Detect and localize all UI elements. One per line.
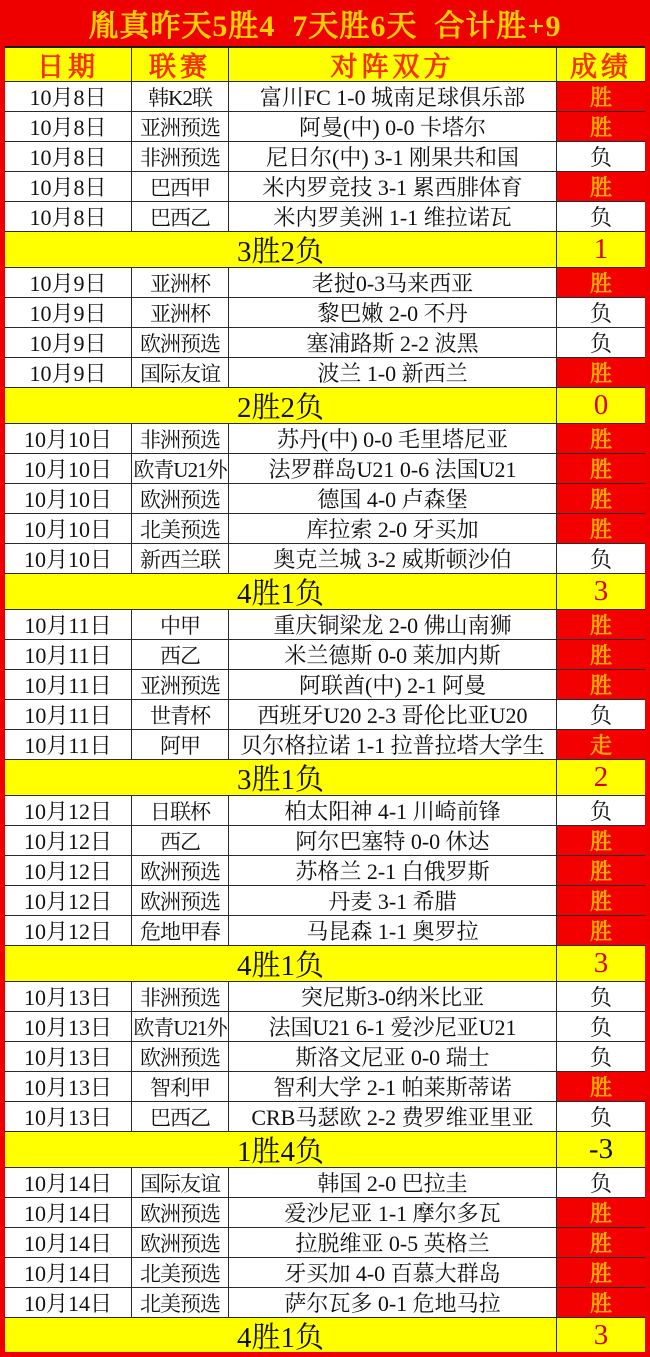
league-cell: 世青杯 (132, 700, 229, 729)
table-row (5, 424, 645, 454)
summary-value: 1 (593, 233, 609, 265)
table-row (5, 172, 645, 202)
match-cell: 奥克兰城 3-2 威斯顿沙伯 (229, 544, 557, 573)
match-cell: 德国 4-0 卢森堡 (229, 484, 557, 513)
result-cell: 胜 (557, 1228, 645, 1257)
match-cell: 牙买加 4-0 百慕大群岛 (229, 1258, 557, 1287)
table-row (5, 298, 645, 328)
table-row (5, 142, 645, 172)
date-cell: 10月14日 (5, 1168, 132, 1197)
table-row (5, 82, 645, 112)
match-cell: 米内罗竞技 3-1 累西腓体育 (229, 172, 557, 201)
league-cell: 非洲预选 (132, 424, 229, 453)
date-cell: 10月12日 (5, 796, 132, 825)
result-cell: 胜 (557, 484, 645, 513)
summary-row (5, 574, 645, 610)
league-cell: 危地甲春 (132, 916, 229, 945)
match-cell: 爱沙尼亚 1-1 摩尔多瓦 (229, 1198, 557, 1227)
table-row (5, 1042, 645, 1072)
match-cell: 马昆森 1-1 奥罗拉 (229, 916, 557, 945)
match-cell: 波兰 1-0 新西兰 (229, 358, 557, 387)
league-cell: 欧洲预选 (132, 856, 229, 885)
table-row (5, 112, 645, 142)
result-cell: 胜 (557, 670, 645, 699)
summary-row (5, 946, 645, 982)
table-row (5, 268, 645, 298)
league-cell: 日联杯 (132, 796, 229, 825)
result-cell: 胜 (557, 172, 645, 201)
summary-label: 4胜1负 (5, 574, 557, 609)
summary-label: 4胜1负 (5, 1318, 557, 1352)
result-cell: 负 (557, 202, 645, 231)
summary-value: 3 (593, 947, 609, 979)
league-cell: 非洲预选 (132, 982, 229, 1011)
table-row (5, 1198, 645, 1228)
league-cell: 亚洲杯 (132, 298, 229, 327)
table-body (5, 82, 645, 1352)
result-cell: 胜 (557, 640, 645, 669)
date-cell: 10月13日 (5, 1102, 132, 1131)
date-cell: 10月9日 (5, 328, 132, 357)
match-cell: 萨尔瓦多 0-1 危地马拉 (229, 1288, 557, 1317)
result-cell: 胜 (557, 826, 645, 855)
table-row (5, 640, 645, 670)
match-cell: 阿曼(中) 0-0 卡塔尔 (229, 112, 557, 141)
match-cell: 米内罗美洲 1-1 维拉诺瓦 (229, 202, 557, 231)
table-row (5, 730, 645, 760)
table-row (5, 1012, 645, 1042)
result-cell: 负 (557, 1042, 645, 1071)
league-cell: 欧洲预选 (132, 1042, 229, 1071)
date-cell: 10月8日 (5, 172, 132, 201)
match-cell: 法罗群岛U21 0-6 法国U21 (229, 454, 557, 483)
match-cell: 库拉索 2-0 牙买加 (229, 514, 557, 543)
match-cell: 丹麦 3-1 希腊 (229, 886, 557, 915)
result-cell: 胜 (557, 514, 645, 543)
date-cell: 10月10日 (5, 484, 132, 513)
match-cell: CRB马瑟欧 2-2 费罗维亚里亚 (229, 1102, 557, 1131)
date-cell: 10月9日 (5, 268, 132, 297)
match-cell: 苏格兰 2-1 白俄罗斯 (229, 856, 557, 885)
table-row (5, 610, 645, 640)
result-cell: 胜 (557, 268, 645, 297)
match-cell: 智利大学 2-1 帕莱斯蒂诺 (229, 1072, 557, 1101)
result-cell: 负 (557, 982, 645, 1011)
match-cell: 富川FC 1-0 城南足球俱乐部 (229, 82, 557, 111)
result-cell: 负 (557, 142, 645, 171)
league-cell: 西乙 (132, 826, 229, 855)
table-header (5, 48, 645, 82)
result-cell: 负 (557, 544, 645, 573)
date-cell: 10月11日 (5, 640, 132, 669)
league-cell: 中甲 (132, 610, 229, 639)
league-cell: 巴西乙 (132, 202, 229, 231)
match-cell: 斯洛文尼亚 0-0 瑞士 (229, 1042, 557, 1071)
match-cell: 拉脱维亚 0-5 英格兰 (229, 1228, 557, 1257)
table-row (5, 1228, 645, 1258)
date-cell: 10月12日 (5, 826, 132, 855)
table-row (5, 1288, 645, 1318)
league-cell: 亚洲预选 (132, 112, 229, 141)
result-cell: 胜 (557, 454, 645, 483)
banner (0, 0, 650, 46)
table-row (5, 856, 645, 886)
result-cell: 胜 (557, 916, 645, 945)
summary-label: 3胜1负 (5, 760, 557, 795)
match-cell: 米兰德斯 0-0 莱加内斯 (229, 640, 557, 669)
header-date: 日期 (5, 48, 132, 81)
match-cell: 韩国 2-0 巴拉圭 (229, 1168, 557, 1197)
header-result: 成绩 (570, 52, 632, 81)
result-cell: 胜 (557, 1198, 645, 1227)
match-cell: 黎巴嫩 2-0 不丹 (229, 298, 557, 327)
table-row (5, 1072, 645, 1102)
league-cell: 欧洲预选 (132, 328, 229, 357)
date-cell: 10月10日 (5, 454, 132, 483)
table-row (5, 514, 645, 544)
table-row (5, 544, 645, 574)
summary-value: -3 (588, 1133, 614, 1165)
league-cell: 国际友谊 (132, 1168, 229, 1197)
league-cell: 北美预选 (132, 514, 229, 543)
league-cell: 欧洲预选 (132, 1198, 229, 1227)
result-cell: 胜 (557, 1258, 645, 1287)
date-cell: 10月13日 (5, 982, 132, 1011)
header-matchup: 对阵双方 (229, 48, 557, 81)
date-cell: 10月11日 (5, 700, 132, 729)
match-cell: 尼日尔(中) 3-1 刚果共和国 (229, 142, 557, 171)
result-cell: 负 (557, 1012, 645, 1041)
result-cell: 胜 (557, 886, 645, 915)
date-cell: 10月11日 (5, 670, 132, 699)
result-cell: 胜 (557, 610, 645, 639)
result-cell: 胜 (557, 358, 645, 387)
match-cell: 突尼斯3-0纳米比亚 (229, 982, 557, 1011)
summary-value: 3 (593, 1319, 609, 1351)
date-cell: 10月12日 (5, 916, 132, 945)
table-row (5, 1258, 645, 1288)
league-cell: 亚洲预选 (132, 670, 229, 699)
date-cell: 10月14日 (5, 1288, 132, 1317)
result-cell: 胜 (557, 856, 645, 885)
date-cell: 10月14日 (5, 1228, 132, 1257)
result-cell: 胜 (557, 424, 645, 453)
league-cell: 北美预选 (132, 1258, 229, 1287)
date-cell: 10月8日 (5, 82, 132, 111)
league-cell: 欧洲预选 (132, 484, 229, 513)
table-row (5, 916, 645, 946)
league-cell: 巴西乙 (132, 1102, 229, 1131)
table-row (5, 1168, 645, 1198)
summary-row (5, 388, 645, 424)
summary-value: 3 (593, 575, 609, 607)
result-cell: 负 (557, 1168, 645, 1197)
league-cell: 欧青U21外 (132, 1012, 229, 1041)
date-cell: 10月8日 (5, 202, 132, 231)
result-cell: 走 (557, 730, 645, 759)
date-cell: 10月10日 (5, 424, 132, 453)
result-cell: 胜 (557, 112, 645, 141)
date-cell: 10月11日 (5, 730, 132, 759)
header-league: 联赛 (132, 48, 229, 81)
league-cell: 欧青U21外 (132, 454, 229, 483)
match-cell: 法国U21 6-1 爱沙尼亚U21 (229, 1012, 557, 1041)
result-cell: 胜 (557, 82, 645, 111)
match-cell: 塞浦路斯 2-2 波黑 (229, 328, 557, 357)
result-cell: 胜 (557, 1288, 645, 1317)
summary-row (5, 760, 645, 796)
results-table (5, 46, 645, 1352)
match-cell: 柏太阳神 4-1 川崎前锋 (229, 796, 557, 825)
result-cell: 负 (557, 328, 645, 357)
date-cell: 10月14日 (5, 1198, 132, 1227)
league-cell: 韩K2联 (132, 82, 229, 111)
summary-label: 1胜4负 (5, 1132, 557, 1167)
date-cell: 10月8日 (5, 142, 132, 171)
match-cell: 阿联酋(中) 2-1 阿曼 (229, 670, 557, 699)
league-cell: 智利甲 (132, 1072, 229, 1101)
league-cell: 新西兰联 (132, 544, 229, 573)
match-cell: 阿尔巴塞特 0-0 休达 (229, 826, 557, 855)
date-cell: 10月10日 (5, 544, 132, 573)
summary-label: 4胜1负 (5, 946, 557, 981)
table-row (5, 982, 645, 1012)
table-row (5, 454, 645, 484)
league-cell: 欧洲预选 (132, 1228, 229, 1257)
league-cell: 巴西甲 (132, 172, 229, 201)
date-cell: 10月12日 (5, 886, 132, 915)
result-cell: 负 (557, 298, 645, 327)
table-row (5, 328, 645, 358)
table-row (5, 670, 645, 700)
match-cell: 苏丹(中) 0-0 毛里塔尼亚 (229, 424, 557, 453)
result-cell: 胜 (557, 1072, 645, 1101)
date-cell: 10月11日 (5, 610, 132, 639)
match-cell: 西班牙U20 2-3 哥伦比亚U20 (229, 700, 557, 729)
date-cell: 10月8日 (5, 112, 132, 141)
league-cell: 国际友谊 (132, 358, 229, 387)
league-cell: 阿甲 (132, 730, 229, 759)
table-row (5, 886, 645, 916)
date-cell: 10月9日 (5, 358, 132, 387)
result-cell: 负 (557, 796, 645, 825)
date-cell: 10月13日 (5, 1012, 132, 1041)
date-cell: 10月13日 (5, 1042, 132, 1071)
summary-row (5, 1318, 645, 1352)
summary-value: 0 (593, 389, 609, 421)
match-cell: 贝尔格拉诺 1-1 拉普拉塔大学生 (229, 730, 557, 759)
table-row (5, 358, 645, 388)
league-cell: 北美预选 (132, 1288, 229, 1317)
date-cell: 10月9日 (5, 298, 132, 327)
league-cell: 欧洲预选 (132, 886, 229, 915)
league-cell: 亚洲杯 (132, 268, 229, 297)
summary-row (5, 1132, 645, 1168)
date-cell: 10月10日 (5, 514, 132, 543)
table-row (5, 796, 645, 826)
summary-value: 2 (593, 761, 609, 793)
league-cell: 非洲预选 (132, 142, 229, 171)
table-row (5, 826, 645, 856)
date-cell: 10月14日 (5, 1258, 132, 1287)
table-row (5, 202, 645, 232)
league-cell: 西乙 (132, 640, 229, 669)
banner-title: 胤真昨天5胜4 7天胜6天 合计胜+9 (88, 10, 562, 43)
summary-row (5, 232, 645, 268)
result-cell: 负 (557, 700, 645, 729)
table-row (5, 484, 645, 514)
result-cell: 负 (557, 1102, 645, 1131)
summary-label: 3胜2负 (5, 232, 557, 267)
table-row (5, 700, 645, 730)
match-cell: 重庆铜梁龙 2-0 佛山南狮 (229, 610, 557, 639)
summary-label: 2胜2负 (5, 388, 557, 423)
match-cell: 老挝0-3马来西亚 (229, 268, 557, 297)
table-row (5, 1102, 645, 1132)
date-cell: 10月13日 (5, 1072, 132, 1101)
date-cell: 10月12日 (5, 856, 132, 885)
